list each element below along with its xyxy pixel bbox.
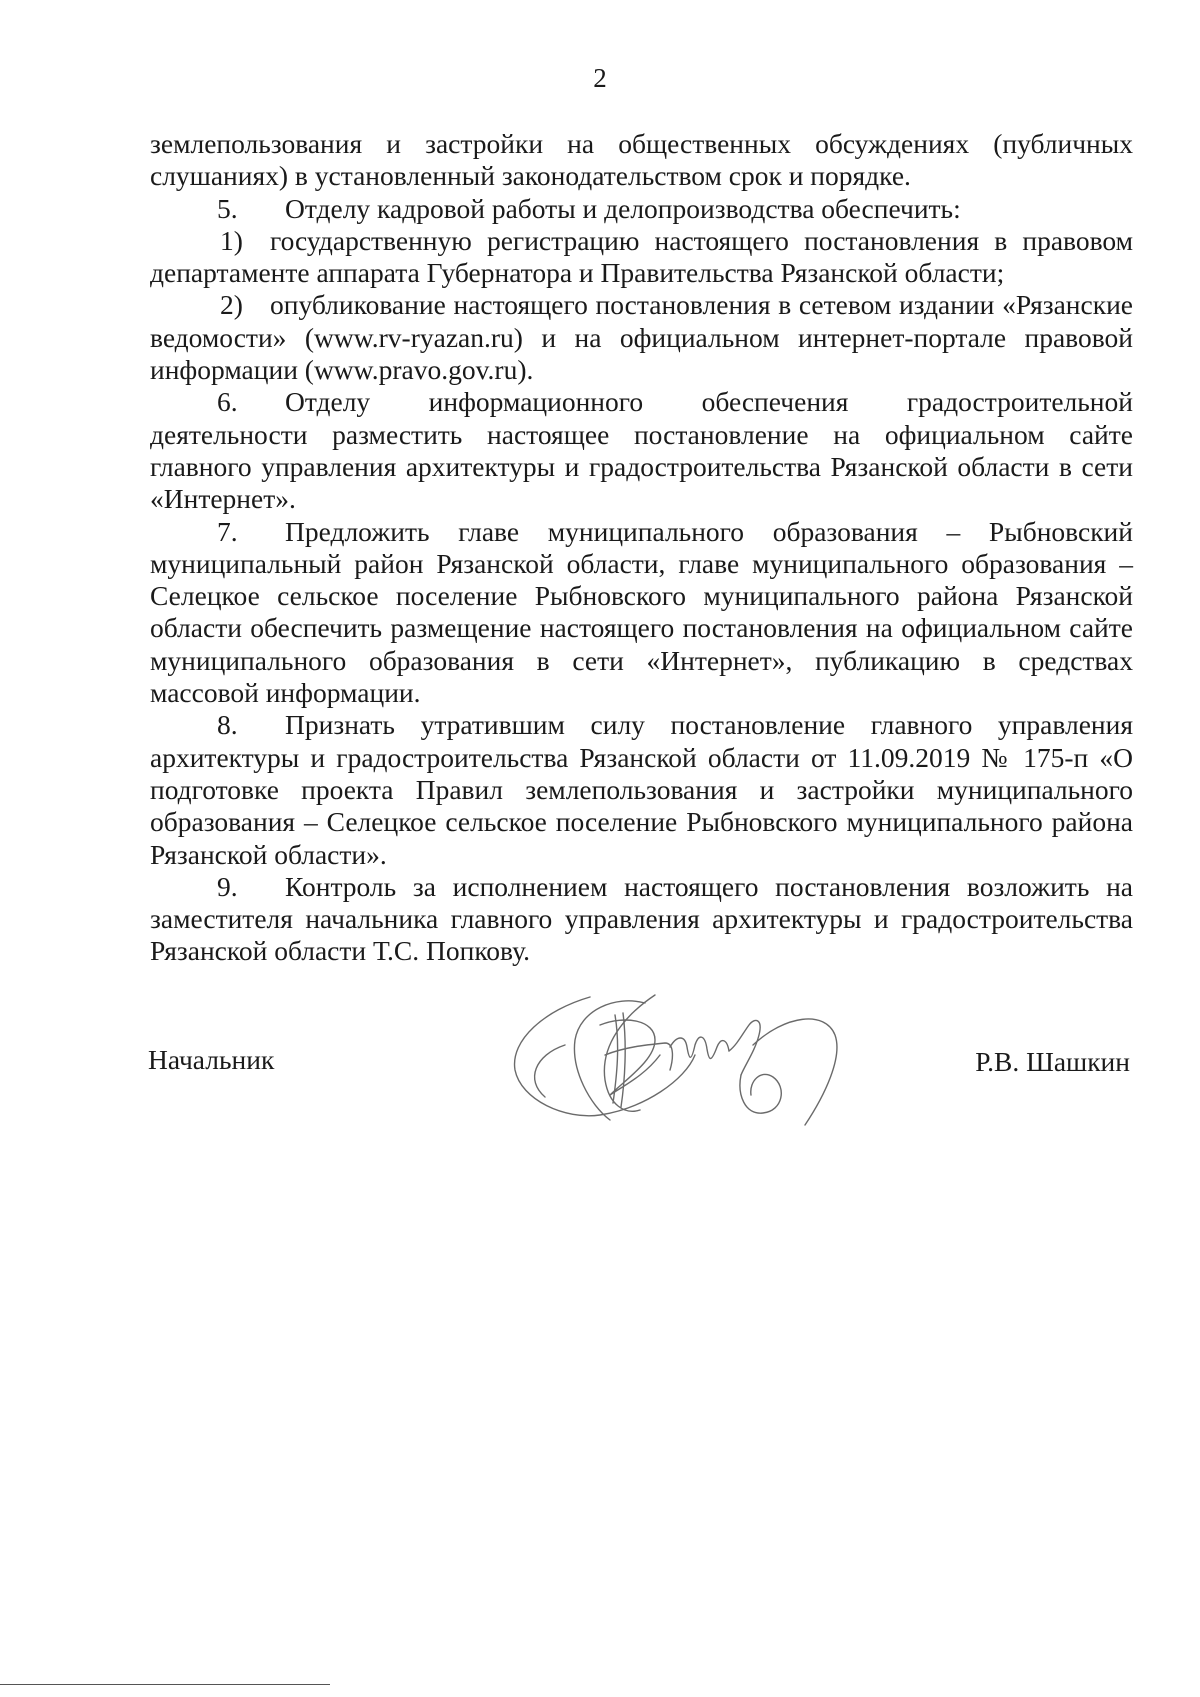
paragraph-text: Контроль за исполнением настоящего постановления возложить на заместителя начальника главного управления архитектуры и градостроительства Рязанской области Т.С. Попкову. [150,870,1133,967]
paragraph-text: Отделу кадровой работы и делопроизводства обеспечить: [285,192,961,224]
item-number: 9. [217,870,238,902]
paragraph-text: Предложить главе муниципального образования – Рыбновский муниципальный район Рязанской области, главе муниципального образования – Селецкое сельское поселение Рыбновского муниципального района Рязанской области обеспечить размещение настоящего постановления на официальном сайте муниципального образования в сети «Интернет», публикацию в средствах массовой информации. [150,515,1133,709]
page-number: 2 [593,63,607,93]
paragraph-text: Признать утратившим силу постановление главного управления архитектуры и градостроительства Рязанской области от 11.09.2019 № 175-п «О подготовке проекта Правил землепользования и застройки муниципального образования – Селецкое сельское поселение Рыбновского муниципального района Рязанской области». [150,709,1133,870]
handwritten-signature [505,985,915,1135]
paragraph-text: Отделу информационного обеспечения градостроительной деятельности разместить настоящее постановление на официальном сайте главного управления архитектуры и градостроительства Рязанской области в сети «Интернет». [150,386,1133,515]
paragraph-continuation [150,128,1133,193]
paragraph-item-5 [150,193,1133,225]
paragraph-text: государственную регистрацию настоящего постановления в правовом департаменте аппарата Губернатора и Правительства Рязанской области; [150,224,1133,289]
item-number: 5. [217,192,238,224]
paragraph-subitem-2 [150,289,1133,386]
paragraph-item-9 [150,871,1133,968]
signatory-name: Р.В. Шашкин [975,1046,1130,1077]
paragraph-item-8 [150,709,1133,870]
item-number: 1) [220,224,243,256]
paragraph-text: землепользования и застройки на общественных обсуждениях (публичных слушаниях) в установленный законодательством срок и порядке. [150,128,1133,192]
paragraph-subitem-1 [150,225,1133,290]
item-number: 8. [217,709,238,741]
paragraph-item-6 [150,386,1133,515]
paragraph-text: опубликование настоящего постановления в сетевом издании «Рязанские ведомости» (www.rv-ryazan.ru) и на официальном интернет-портале правовой информации (www.pravo.gov.ru). [150,289,1133,386]
signatory-position: Начальник [148,1044,275,1075]
paragraph-item-7 [150,516,1133,710]
item-number: 6. [217,386,238,418]
item-number: 2) [220,289,243,321]
item-number: 7. [217,515,238,547]
document-body [150,128,1133,968]
page-bottom-rule [0,1684,330,1685]
